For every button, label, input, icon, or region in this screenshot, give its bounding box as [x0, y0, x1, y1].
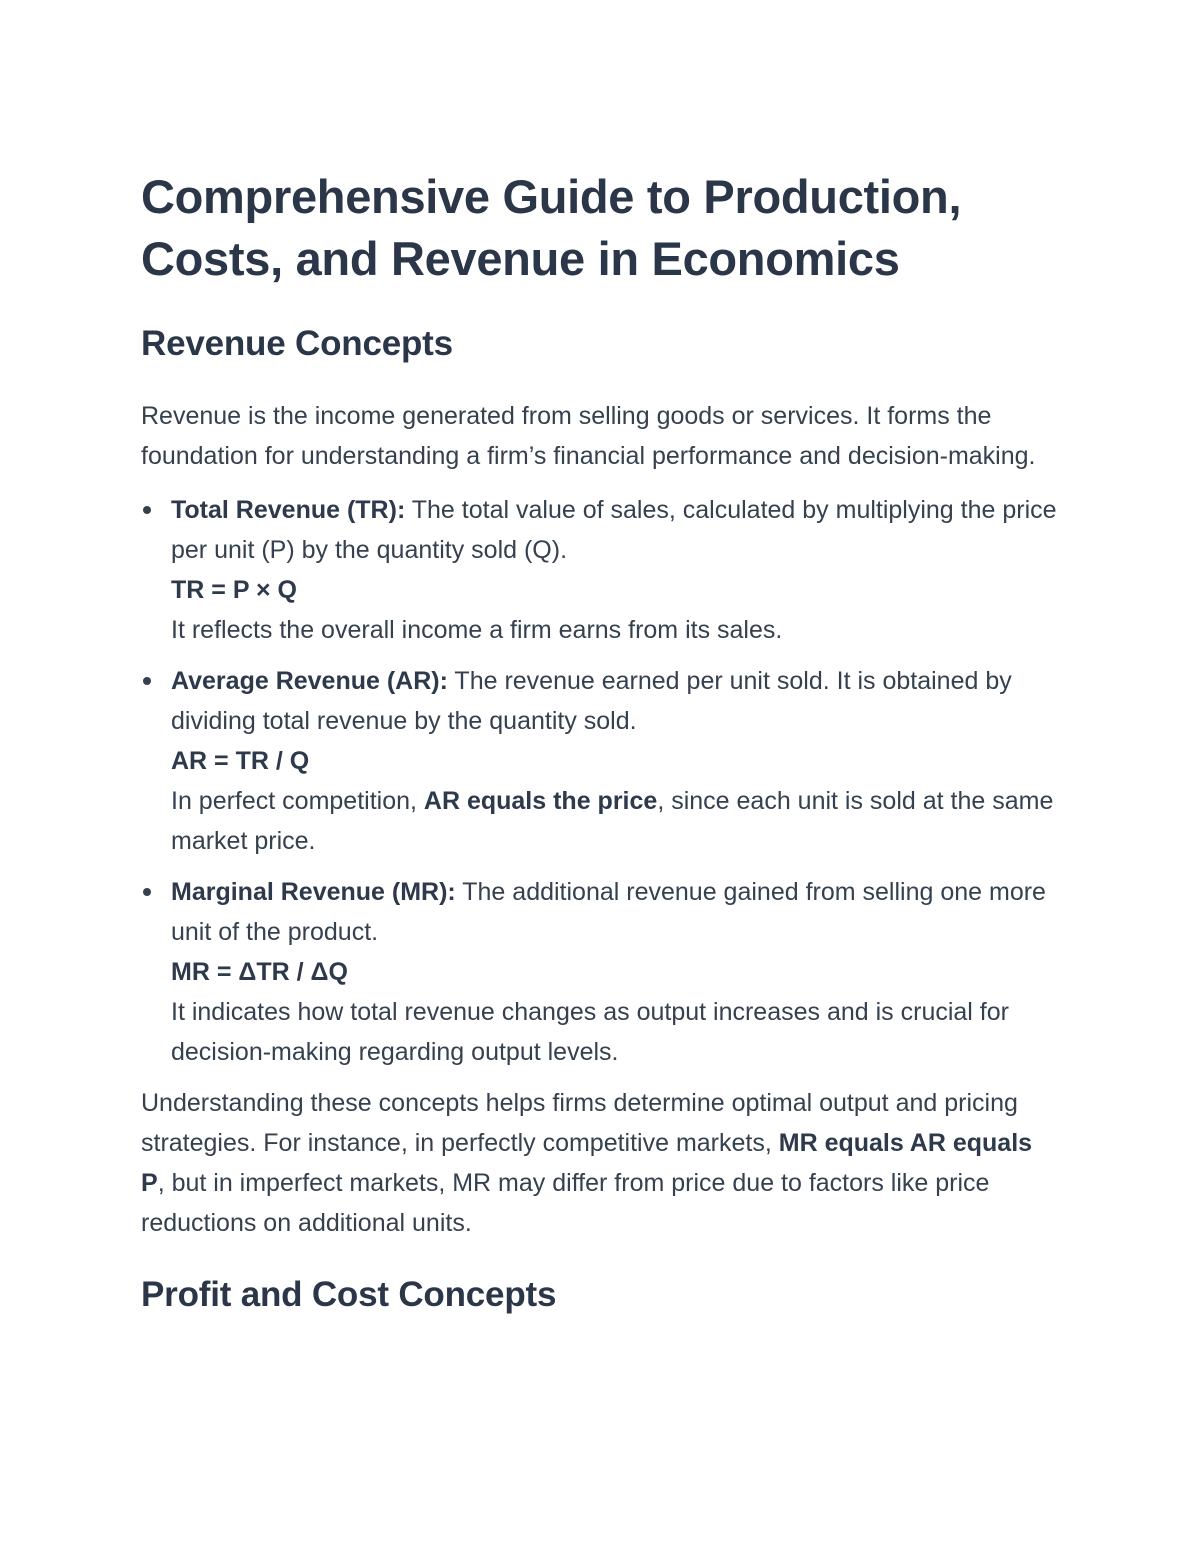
revenue-concepts-heading: Revenue Concepts	[141, 324, 453, 363]
revenue-summary-paragraph	[141, 1083, 1061, 1243]
revenue-concepts-list	[141, 490, 1061, 1072]
note-line	[171, 610, 1061, 650]
summary-text-end: , but in imperfect markets, MR may differ from price due to factors like price reductions on additional units.	[141, 1169, 990, 1237]
summary-text: Understanding these concepts helps firms determine optimal output and pricing strategies. For instance, in perfectly competitive markets,	[141, 1089, 1018, 1157]
note-line	[171, 781, 1061, 861]
revenue-intro-paragraph: Revenue is the income generated from selling goods or services. It forms the foundation for understanding a firm’s financial performance and decision-making.	[141, 402, 1036, 470]
definition-text: The revenue earned per unit sold. It is obtained by dividing total revenue by the quantity sold.	[171, 667, 1012, 735]
note-text-end: , since each unit is sold at the same market price.	[171, 787, 1054, 855]
definition-line	[171, 661, 1061, 741]
definition-text: The additional revenue gained from selling one more unit of the product.	[171, 878, 1046, 946]
note-text: It reflects the overall income a firm earns from its sales.	[171, 616, 783, 644]
bullet-icon	[143, 506, 151, 514]
term-label: Average Revenue (AR):	[171, 667, 448, 695]
list-item-average-revenue	[141, 661, 1061, 861]
profit-cost-concepts-heading: Profit and Cost Concepts	[141, 1275, 557, 1314]
note-text: It indicates how total revenue changes as output increases and is crucial for decision-making regarding output levels.	[171, 998, 1009, 1066]
formula: MR = ΔTR / ΔQ	[171, 958, 348, 986]
definition-line	[171, 490, 1061, 570]
summary-emphasis: MR equals AR equals P	[141, 1129, 1033, 1197]
list-item-total-revenue	[141, 490, 1061, 650]
document-title: Comprehensive Guide to Production, Costs, and Revenue in Economics	[141, 170, 962, 285]
term-label: Marginal Revenue (MR):	[171, 878, 456, 906]
note-emphasis: AR equals the price	[423, 787, 658, 815]
term-label: Total Revenue (TR):	[171, 496, 406, 524]
note-line	[171, 992, 1061, 1072]
note-text: In perfect competition,	[171, 787, 424, 815]
bullet-icon	[143, 888, 151, 896]
formula: TR = P × Q	[171, 576, 297, 604]
formula: AR = TR / Q	[171, 747, 310, 775]
bullet-icon	[143, 677, 151, 685]
list-item-marginal-revenue	[141, 872, 1061, 1072]
document-page	[141, 166, 1061, 1317]
definition-text: The total value of sales, calculated by multiplying the price per unit (P) by the quantity sold (Q).	[171, 496, 1057, 564]
definition-line	[171, 872, 1061, 952]
